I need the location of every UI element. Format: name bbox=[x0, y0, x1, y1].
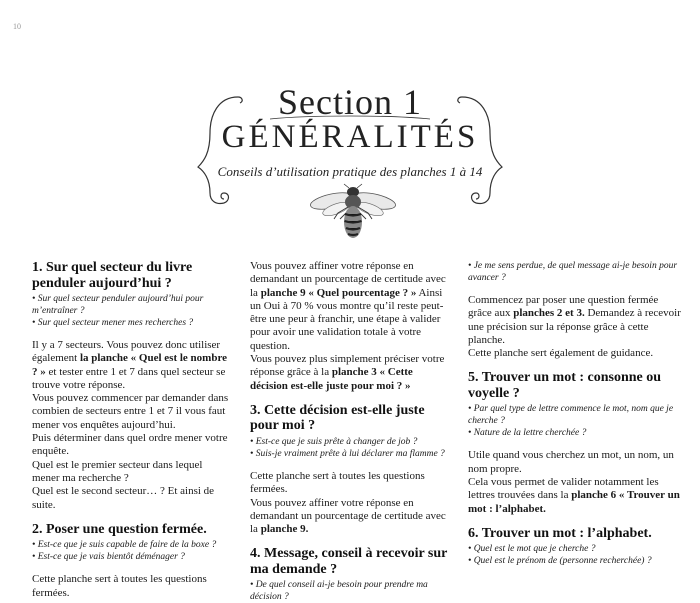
section-5-question-1: • Par quel type de lettre commence le mot, nom que je cherche ? bbox=[468, 404, 674, 427]
section-tagline: Conseils d’utilisation pratique des planches 1 à 14 bbox=[217, 164, 483, 179]
section-1-title: 1. Sur quel secteur du livre penduler aujourd’hui ? bbox=[32, 260, 193, 291]
section-4-paragraph-1: Commencez par poser une question fermée grâce aux planches 2 et 3. Demandez à recevoir une précision sur la réponse grâce à cette planche. bbox=[468, 294, 681, 346]
section-2-paragraph-2: Vous pouvez affiner votre réponse en demandant un pourcentage de certitude avec la planche 9 « Quel pourcentage ? » Ainsi un Oui à 70 % vous montre qu’il reste peut-être une peur à franchir, une étape à valider pour avoir une validation totale à votre question. bbox=[250, 260, 446, 352]
section-1-paragraph-3: Puis déterminer dans quel ordre mener votre enquête. bbox=[32, 432, 228, 458]
section-2-title: 2. Poser une question fermée. bbox=[32, 521, 207, 537]
section-subtitle: GÉNÉRALITÉS bbox=[221, 119, 479, 155]
section-2-paragraph-1: Cette planche sert à toutes les questions fermées. bbox=[32, 573, 207, 599]
column-1 bbox=[32, 260, 232, 600]
section-6-question-2: • Quel est le prénom de (personne recherchée) ? bbox=[468, 556, 652, 567]
section-4-title: 4. Message, conseil à recevoir sur ma demande ? bbox=[250, 546, 448, 577]
bee-illustration bbox=[308, 187, 398, 247]
section-6-question-1: • Quel est le mot que je cherche ? bbox=[468, 544, 596, 555]
section-2-question-1: • Est-ce que je suis capable de faire de la boxe ? bbox=[32, 540, 217, 551]
section-1-question-2: • Sur quel secteur mener mes recherches ? bbox=[32, 318, 194, 328]
section-title: Section 1 bbox=[278, 82, 422, 122]
section-5-title: 5. Trouver un mot : consonne ou voyelle ? bbox=[468, 370, 662, 401]
section-3-paragraph-2: Vous pouvez affiner votre réponse en demandant un pourcentage de certitude avec la planche 9. bbox=[250, 496, 446, 536]
section-6-title: 6. Trouver un mot : l’alphabet. bbox=[468, 525, 652, 541]
column-2 bbox=[250, 260, 450, 603]
section-2-paragraph-3: Vous pouvez plus simplement préciser votre réponse grâce à la planche 3 « Cette décision est-elle juste pour moi ? » bbox=[250, 353, 445, 392]
section-1-question-1: • Sur quel secteur penduler aujourd’hui pour m’entraîner ? bbox=[32, 294, 204, 316]
section-header bbox=[200, 75, 500, 255]
section-3-title: 3. Cette décision est-elle juste pour moi ? bbox=[250, 402, 425, 434]
section-5-paragraph-2: Cela vous permet de valider notamment les lettres trouvées dans la planche 6 « Trouver un mot : l’alphabet. bbox=[468, 476, 680, 515]
section-4-paragraph-2: Cette planche sert également de guidance. bbox=[468, 347, 654, 360]
column-3 bbox=[468, 260, 683, 567]
section-1-paragraph-2: Vous pouvez commencer par demander dans combien de secteurs entre 1 et 7 il vous faut mener vos enquêtes aujourd’hui. bbox=[32, 392, 229, 431]
section-5-paragraph-1: Utile quand vous cherchez un mot, un nom, un nom propre. bbox=[468, 449, 674, 475]
section-1-paragraph-5: Quel est le second secteur… ? Et ainsi de suite. bbox=[32, 485, 215, 511]
section-2-question-2: • Est-ce que je vais bientôt déménager ? bbox=[32, 552, 185, 563]
section-3-paragraph-1: Cette planche sert à toutes les questions fermées. bbox=[250, 469, 425, 496]
section-4-question-1: • De quel conseil ai-je besoin pour prendre ma décision ? bbox=[250, 580, 428, 603]
page-number: 10 bbox=[13, 22, 21, 31]
section-3-question-1: • Est-ce que je suis prête à changer de job ? bbox=[250, 436, 418, 447]
section-1-paragraph-1: Il y a 7 secteurs. Vous pouvez donc utiliser également la planche « Quel est le nombre ? » et tester entre 1 et 7 dans quel secteur se trouve votre réponse. bbox=[32, 339, 228, 391]
section-5-question-2: • Nature de la lettre cherchée ? bbox=[468, 428, 587, 439]
section-4-question-2: • Je me sens perdue, de quel message ai-je besoin pour avancer ? bbox=[468, 261, 678, 283]
section-3-question-2: • Suis-je vraiment prête à lui déclarer ma flamme ? bbox=[250, 448, 445, 459]
section-1-paragraph-4: Quel est le premier secteur dans lequel mener ma recherche ? bbox=[32, 458, 203, 484]
